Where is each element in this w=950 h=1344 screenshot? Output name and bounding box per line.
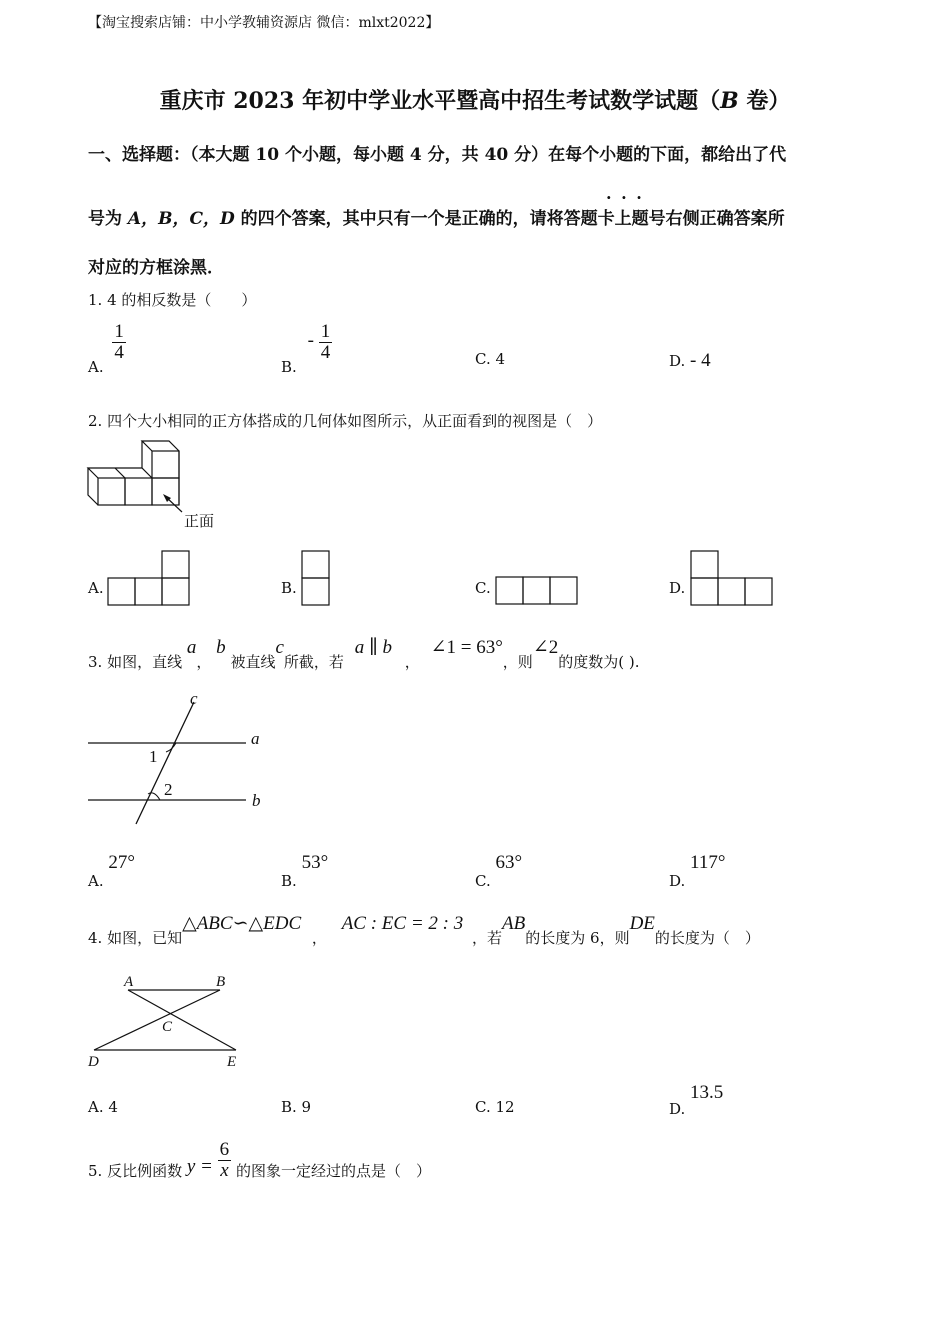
q3-text-1: 3. 如图，直线: [88, 653, 183, 671]
q2-option-d-view: [690, 550, 774, 607]
front-label: 正面: [184, 514, 215, 530]
q3-option-d: [669, 852, 726, 890]
q1-a-den: 4: [114, 341, 124, 363]
line2-text-b: 的四个答案，其中只有一个是正确的，请将答题卡上题号右侧正确答案所: [234, 209, 785, 229]
q4-option-a: A. 4: [88, 1098, 118, 1116]
q1-b-label: B.: [281, 358, 297, 377]
cube-front-1: [98, 478, 125, 505]
line-c: [136, 702, 194, 824]
q1-d-value: - 4: [690, 350, 711, 371]
q3-var-a: a: [186, 637, 197, 658]
q4-text-3: 的长度为（ ）: [654, 929, 760, 947]
fig-label-1: 1: [149, 747, 158, 766]
q3-text-4: 的度数为( ).: [558, 653, 640, 671]
q1-b-den: 4: [320, 341, 331, 363]
q1-option-c: C. 4: [475, 350, 506, 368]
q1-option-d: [669, 350, 711, 372]
q2-option-c-label: C.: [475, 579, 491, 597]
line2-text-a: 号为: [88, 209, 128, 229]
q3-d-value: 117°: [690, 852, 726, 873]
fig-label-2: 2: [164, 780, 173, 799]
q1-option-b: [281, 321, 332, 377]
q5-fraction: [218, 1140, 232, 1181]
title-text-pre: 重庆市 2023 年初中学业水平暨高中招生考试数学试题（: [159, 88, 721, 114]
q4-d-label: D.: [669, 1100, 686, 1118]
cube-front-2: [125, 478, 152, 505]
cube-front-upper: [152, 451, 179, 478]
q1-a-label: A.: [88, 358, 104, 377]
q3-a-value: 27°: [108, 852, 135, 873]
q3-b-value: 53°: [301, 852, 329, 873]
fig-label-b: b: [252, 791, 261, 810]
q5-y-equals: y =: [186, 1156, 213, 1178]
q1-b-num: 1: [320, 321, 331, 342]
q3-angle1: ∠1 = 63°: [430, 637, 503, 658]
q5-stem: [88, 1140, 431, 1181]
q4-option-d: [669, 1082, 724, 1118]
q3-d-label: D.: [669, 872, 686, 890]
q3-sep-1: ，: [196, 653, 212, 671]
q2-option-a-label: A.: [88, 579, 104, 597]
q4-ab: AB: [502, 913, 526, 934]
segment-bd: [94, 990, 220, 1050]
title-var: B: [720, 88, 739, 114]
q4-d-value: 13.5: [690, 1082, 724, 1103]
q2-cube-figure: [86, 440, 226, 532]
q3-option-c: [475, 852, 523, 890]
segment-ae: [128, 990, 236, 1050]
q5-den: x: [220, 1159, 229, 1181]
vertex-A: A: [124, 974, 134, 990]
title-text-post: 卷）: [738, 88, 791, 114]
q1-stem: 1. 4 的相反数是（ ）: [88, 291, 257, 309]
q3-sep-2: ，: [404, 653, 420, 671]
q1-a-num: 1: [114, 321, 124, 342]
q3-stem: [88, 636, 640, 671]
q4-ratio: AC : EC = 2 : 3: [341, 913, 464, 934]
vertex-C: C: [162, 1019, 173, 1035]
q3-option-b: [281, 852, 329, 890]
q5-text-2: 的图象一定经过的点是（ ）: [235, 1162, 431, 1181]
header-watermark: 【淘宝搜索店铺：中小学教辅资源店 微信：mlxt2022】: [88, 15, 440, 31]
q2-option-d-label: D.: [669, 579, 686, 597]
q3-text-2: 被直线: [230, 653, 276, 671]
q4-sep-2: ，若: [472, 929, 503, 947]
q3-var-c: c: [275, 637, 284, 658]
q3-parallel: a ∥ b: [354, 637, 392, 658]
q3-c-label: C.: [475, 872, 491, 890]
q3-parallel-lines-figure: [86, 688, 276, 828]
cube-front-3: [152, 478, 179, 505]
q5-text-1: 5. 反比例函数: [88, 1162, 183, 1181]
q4-text-2: 的长度为 6，则: [525, 929, 630, 947]
q3-b-label: B.: [281, 872, 297, 890]
q2-stem: 2. 四个大小相同的正方体搭成的几何体如图所示，从正面看到的视图是（ ）: [88, 412, 603, 430]
q3-sep-3: ，则: [502, 653, 533, 671]
q3-c-value: 63°: [495, 852, 523, 873]
q3-var-b: b: [216, 637, 226, 658]
vertex-B: B: [216, 974, 226, 990]
vertex-D: D: [88, 1054, 99, 1070]
fig-label-c: c: [190, 689, 198, 708]
q1-a-fraction: [112, 322, 126, 363]
section-heading-line3: 对应的方框涂黑．: [88, 258, 224, 278]
emphasis-dots: · · ·: [606, 188, 644, 207]
q4-option-c: C. 12: [475, 1098, 515, 1116]
fig-label-a: a: [251, 729, 260, 748]
q4-stem: [88, 912, 760, 947]
q4-sep-1: ，: [311, 929, 327, 947]
q4-de: DE: [629, 913, 655, 934]
q3-text-3: 所截，若: [283, 653, 344, 671]
q2-option-a-view: [107, 550, 191, 607]
q2-option-b-view: [301, 550, 331, 607]
vertex-E: E: [227, 1054, 237, 1070]
q2-option-b-label: B.: [281, 579, 297, 597]
q1-option-a: [88, 321, 126, 377]
q3-angle2: ∠2: [532, 637, 559, 658]
q4-similar: △ABC∽△EDC: [182, 913, 302, 934]
q3-a-label: A.: [88, 872, 104, 890]
q4-triangle-figure: [86, 970, 246, 1072]
line2-vars: A，B，C，D: [127, 209, 235, 229]
q1-b-fraction: [319, 322, 333, 363]
page-title: [0, 84, 950, 115]
q1-d-label: D.: [669, 352, 686, 370]
q4-option-b: B. 9: [281, 1098, 312, 1116]
q5-num: 6: [219, 1139, 230, 1160]
q3-option-a: [88, 852, 135, 890]
section-heading-line1: 一、选择题：（本大题 10 个小题，每小题 4 分，共 40 分）在每个小题的下面，都给出了代: [88, 145, 787, 165]
section-heading-line2: [88, 204, 785, 229]
q2-option-c-view: [495, 576, 579, 606]
q4-text-1: 4. 如图，已知: [88, 929, 183, 947]
q1-b-sign: -: [307, 330, 314, 352]
